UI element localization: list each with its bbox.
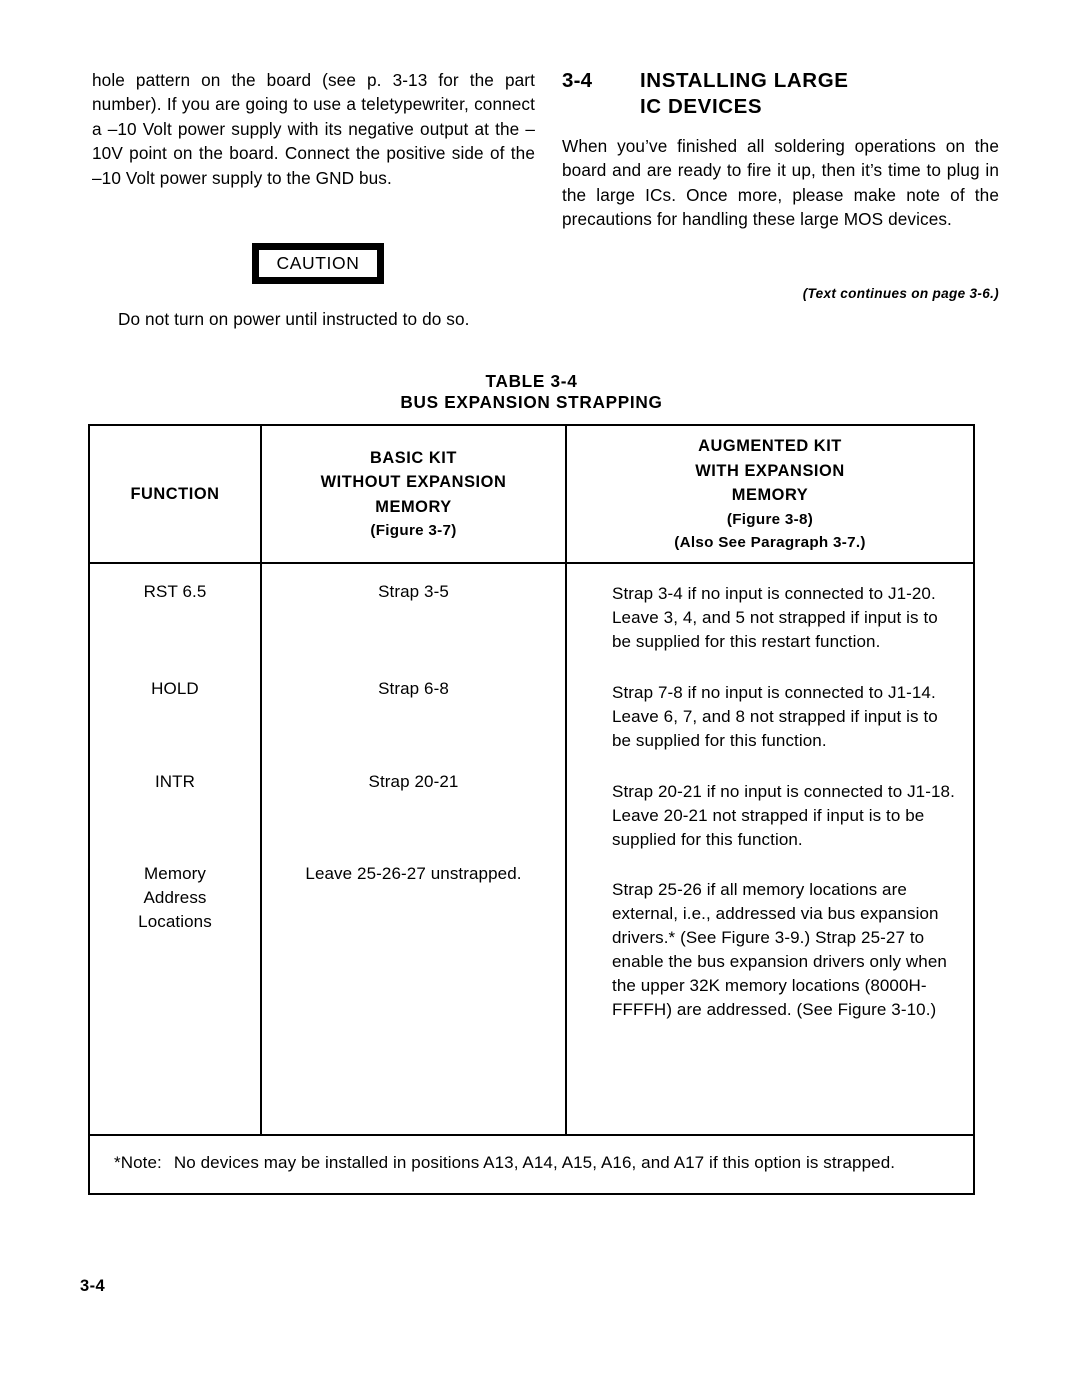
table-body — [90, 564, 973, 1134]
table-footnote-row — [90, 1134, 973, 1193]
header-function-label: FUNCTION — [130, 484, 220, 503]
caution-label: CAUTION — [276, 252, 360, 273]
section-number: 3-4 — [562, 69, 593, 92]
section-title-line1: INSTALLING LARGE — [640, 69, 849, 92]
caution-box — [252, 243, 384, 284]
caution-instruction-text: Do not turn on power until instructed to do so. — [118, 309, 470, 329]
table-cell: Strap 20-21 if no input is connected to J1-18. Leave 20-21 not strapped if input is to be supplied for this function. — [612, 781, 955, 849]
header-augmented-line3: MEMORY — [731, 486, 809, 504]
right-column-paragraph: When you’ve finished all soldering operations on the board and are ready to fire it up, then it’s time to plug in the large ICs. Once more, please make note of the precautions for handling these large MOS devices. — [562, 136, 999, 230]
header-augmented-figure-ref: (Figure 3-8) — [726, 510, 814, 528]
table-row — [90, 580, 260, 604]
function-name-hold: HOLD — [151, 678, 199, 698]
basic-strap-intr: Strap 20-21 — [368, 771, 459, 791]
table-column-augmented-kit — [567, 564, 973, 1134]
header-basic-line1: BASIC KIT — [370, 448, 457, 467]
header-augmented-line1: AUGMENTED KIT — [698, 437, 842, 455]
table-cell: Strap 25-26 if all memory locations are external, i.e., addressed via bus expansion drivers.* (See Figure 3-9.) Strap 25-27 to enable the bus expansion drivers only when the upper 32K memory locations (8000H-FFFFH) are addressed. (See Figure 3-10.) — [612, 879, 947, 1019]
left-text-column — [92, 68, 535, 190]
table-row — [90, 770, 260, 794]
table-cell — [262, 770, 565, 794]
section-heading — [562, 68, 999, 120]
header-augmented-kit-block — [674, 434, 866, 554]
page-number: 3-4 — [80, 1277, 106, 1295]
table-cell — [262, 580, 565, 604]
table-header-row — [90, 426, 973, 564]
table-title-line2: BUS EXPANSION STRAPPING — [400, 392, 663, 412]
table-row — [90, 862, 260, 934]
function-name-memory-line3: Locations — [138, 911, 212, 931]
function-name-intr: INTR — [154, 771, 196, 791]
header-basic-kit-block — [321, 446, 507, 543]
bus-expansion-strapping-table — [88, 424, 975, 1195]
basic-strap-hold: Strap 6-8 — [378, 678, 449, 698]
function-name-memory-line2: Address — [143, 887, 207, 907]
footnote-marker: *Note: — [114, 1152, 162, 1172]
table-cell: Strap 3-4 if no input is connected to J1-20. Leave 3, 4, and 5 not strapped if input is to be supplied for this restart function. — [612, 583, 938, 651]
function-name-memory-line1: Memory — [144, 863, 206, 883]
table-title-line1: TABLE 3-4 — [485, 371, 578, 391]
right-text-column — [562, 68, 999, 232]
left-column-paragraph: hole pattern on the board (see p. 3-13 for the part number). If you are going to use a teletypewriter, connect a –10 Volt power supply with its negative output at the –10V point on the board. Connect the positive side of the –10 Volt power supply to the GND bus. — [92, 70, 535, 188]
basic-strap-memory: Leave 25-26-27 unstrapped. — [305, 863, 522, 883]
header-basic-line3: MEMORY — [375, 497, 452, 516]
table-cell — [262, 862, 565, 886]
table-row — [90, 677, 260, 701]
table-title — [88, 371, 975, 413]
header-augmented-paragraph-ref: (Also See Paragraph 3-7.) — [674, 533, 866, 551]
table-header-cell-basic-kit — [260, 426, 567, 562]
table-cell — [262, 677, 565, 701]
table-footnote — [90, 1150, 973, 1175]
header-basic-figure-ref: (Figure 3-7) — [370, 522, 457, 539]
table-column-function — [90, 564, 260, 1134]
header-augmented-line2: WITH EXPANSION — [695, 461, 845, 480]
function-name-rst: RST 6.5 — [143, 581, 207, 601]
table-column-basic-kit — [260, 564, 567, 1134]
table-header-cell-augmented-kit — [567, 426, 973, 562]
header-basic-line2: WITHOUT EXPANSION — [320, 473, 507, 491]
basic-strap-rst: Strap 3-5 — [378, 581, 449, 601]
section-heading-row — [562, 68, 999, 94]
text-continues-note: (Text continues on page 3-6.) — [802, 286, 999, 301]
section-title-line2: IC DEVICES — [640, 95, 763, 118]
table-cell: Strap 7-8 if no input is connected to J1-14. Leave 6, 7, and 8 not strapped if input is to be supplied for this function. — [612, 682, 938, 750]
footnote-text: No devices may be installed in positions A13, A14, A15, A16, and A17 if this option is strapped. — [173, 1152, 896, 1172]
table-header-cell-function — [90, 426, 260, 562]
